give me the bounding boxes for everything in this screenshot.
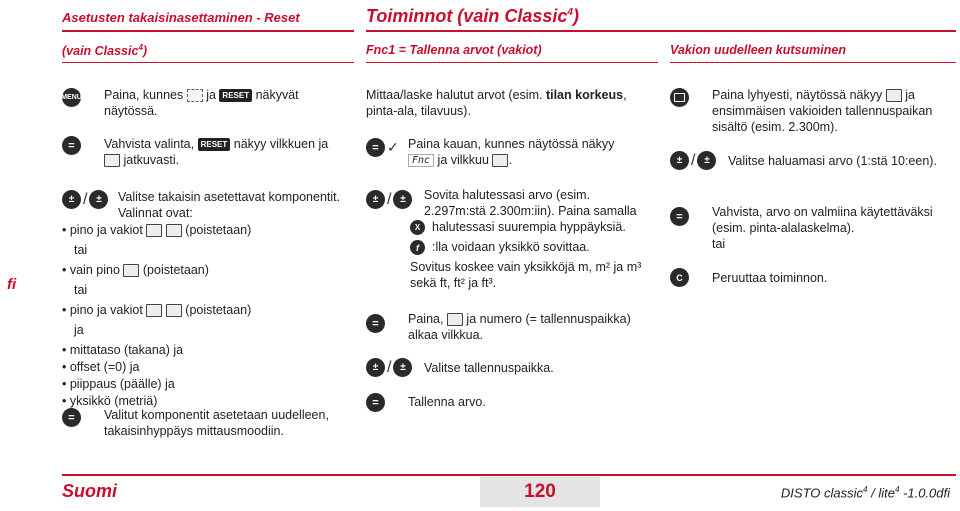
long-press-key [366,138,399,157]
memory-key-icon [670,88,689,107]
minus-key-icon-2: ± [393,190,412,209]
col3-step4: Peruuttaa toiminnon. [712,271,828,285]
stack-icon [146,224,162,237]
col1-title: Asetusten takaisinasettaminen - Reset [62,10,300,25]
sub-rule-2 [366,62,658,63]
minus-key-icon: ± [89,190,108,209]
col2-step4: Valitse tallennuspaikka. [424,361,554,375]
language-tab: fi [7,276,17,293]
memory-icon-2 [447,313,463,326]
constants-icon [166,224,182,237]
memory-icon [492,154,508,167]
col2-step2-hint: halutessasi suurempia hyppäyksiä. [432,220,626,234]
col1-subtitle: (vain Classic$^4$) [62,43,148,59]
plus-minus-keys-3: ± / ± [366,358,412,377]
col2-step3: Paina, ja numero (= tallennuspaikka) alkaa vilkkua. [408,312,631,342]
col2-intro: Mittaa/laske halutut arvot (esim. tilan korkeus, pinta-ala, tilavuus). [366,88,627,118]
list-item: • mittataso (takana) ja [62,343,184,357]
stack-icon-3 [146,304,162,317]
col3-subtitle: Vakion uudelleen kutsuminen [670,43,846,57]
col1-final: Valitut komponentit asetetaan uudelleen, takaisinhyppäys mittausmoodiin. [104,408,329,438]
memory-icon-3 [886,89,902,102]
header-rule-1 [62,30,354,32]
plus-minus-keys: ± / ± [62,190,108,209]
col2-subtitle: Fnc1 = Tallenna arvot (vakiot) [366,43,542,57]
col3-step1: Paina lyhyesti, näytössä näkyy ja ensimmäisen vakioiden tallennuspaikan sisältö (esim. 2.300m). [712,88,933,134]
memory-symbol-icon [187,89,203,102]
minus-key-icon-3: ± [393,358,412,377]
stack-symbol-icon [104,154,120,167]
col2-title: Toiminnot (vain Classic$^4$) [366,6,579,26]
fnc-display-icon: Fnc [408,154,434,167]
list-item: • yksikkö (metriä) [62,394,158,408]
sub-rule-3 [670,62,956,63]
col1-step3: Valitse takaisin asetettavat komponentit. Valinnat ovat: [118,190,341,220]
col3-step2: Valitse haluamasi arvo (1:stä 10:een). [728,154,937,168]
col2-step2: Sovita halutessasi arvo (esim. 2.297m:stä 2.300m:iin). Paina samalla [424,188,637,218]
header-rule-2 [366,30,956,32]
plus-key-icon-3: ± [366,358,385,377]
clear-key-icon: C [670,268,689,287]
page-number: 120 [480,477,600,507]
footer-language: Suomi [62,481,118,501]
col2-step5: Tallenna arvo. [408,395,486,409]
stack-icon-2 [123,264,139,277]
option-stack-and-constants: • pino ja vakiot (poistetaan) [62,223,252,237]
equal-key-icon-5: = [366,393,385,412]
equal-key-icon-3: = [366,138,385,157]
equal-key-icon-6: = [670,207,689,226]
constants-icon-2 [166,304,182,317]
equal-key-icon-4: = [366,314,385,333]
col1-options: • pino ja vakiot (poistetaan) tai • vain pino (poistetaan) tai • pino ja vakiot (poistetaan) ja • mittataso (takana) ja • offset (=0) ja • piippaus (päälle) ja • yksikkö (metriä) [62,222,354,409]
list-item: • offset (=0) ja [62,360,140,374]
sub-rule-1 [62,62,354,63]
equal-key-icon: = [62,136,81,155]
col2-step2-note: Sovitus koskee vain yksikköjä m, m² ja m³ sekä ft, ft² ja ft³. [410,260,642,290]
reset-symbol-icon: RESET [219,89,252,102]
list-item: • piippaus (päälle) ja [62,377,175,391]
plus-key-icon: ± [62,190,81,209]
plus-minus-keys-4: ± / ± [670,151,716,170]
option-stack-only: • vain pino (poistetaan) [62,263,209,277]
menu-key-icon: MENU [62,88,81,107]
check-icon: ✓ [387,139,399,155]
footer-doc-id: DISTO classic$^4$ / lite$^4$ -1.0.0dfi [780,485,950,501]
col1-step1: Paina, kunnes ja RESET näkyvät näytössä. [104,88,299,118]
plus-minus-keys-2: ± / ± [366,190,412,209]
col3-step3: Vahvista, arvo on valmiina käytettäväksi (esim. pinta-alalaskelma). tai [712,205,933,251]
col1-step2: Vahvista valinta, RESET näkyy vilkkuen ja jatkuvasti. [104,137,329,167]
col2-step2-unit: :lla voidaan yksikkö sovittaa. [432,240,590,254]
minus-key-icon-4: ± [697,151,716,170]
plus-key-icon-2: ± [366,190,385,209]
equal-key-icon-2: = [62,408,81,427]
f-key-icon: f [410,240,425,255]
col2-step1: Paina kauan, kunnes näytössä näkyy Fnc ja vilkkuu . [408,137,615,167]
x-key-icon: X [410,220,425,235]
footer-rule [62,474,956,476]
option-stack-and-constants-2: • pino ja vakiot (poistetaan) [62,303,252,317]
reset-symbol-icon-2: RESET [198,138,231,151]
plus-key-icon-4: ± [670,151,689,170]
